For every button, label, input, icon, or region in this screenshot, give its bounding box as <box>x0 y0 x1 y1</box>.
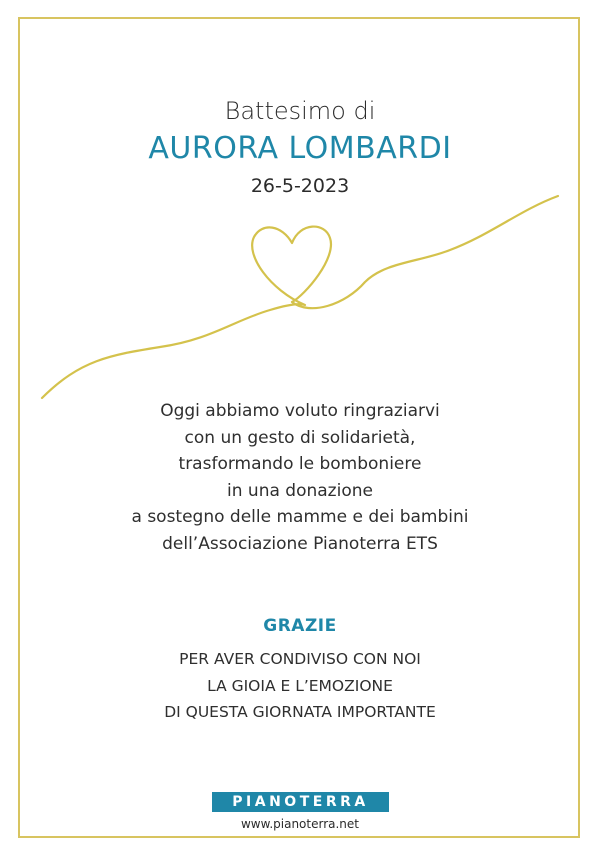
message-line: Oggi abbiamo voluto ringraziarvi <box>160 401 440 421</box>
pianoterra-logo: PIANOTERRA <box>212 792 389 812</box>
message-line: trasformando le bomboniere <box>178 454 422 474</box>
thanks-line: PER AVER CONDIVISO CON NOI <box>179 650 421 668</box>
message-line: a sostegno delle mamme e dei bambini <box>131 507 469 527</box>
message-line: in una donazione <box>227 480 373 501</box>
website-link[interactable]: www.pianoterra.net <box>240 817 359 831</box>
thanks-line: DI QUESTA GIORNATA IMPORTANTE <box>164 703 436 721</box>
child-name: AURORA LOMBARDI <box>148 131 452 166</box>
message-line: dell’Associazione Pianoterra ETS <box>162 533 438 554</box>
event-date: 26-5-2023 <box>250 175 350 197</box>
thank-you-message <box>0 398 600 557</box>
thanks-subtext <box>0 646 600 726</box>
thanks-heading: GRAZIE <box>263 616 337 636</box>
thanks-line: LA GIOIA E L’EMOZIONE <box>207 676 393 695</box>
message-line: con un gesto di solidarietà, <box>184 427 416 448</box>
card-title: Battesimo di <box>224 97 376 125</box>
